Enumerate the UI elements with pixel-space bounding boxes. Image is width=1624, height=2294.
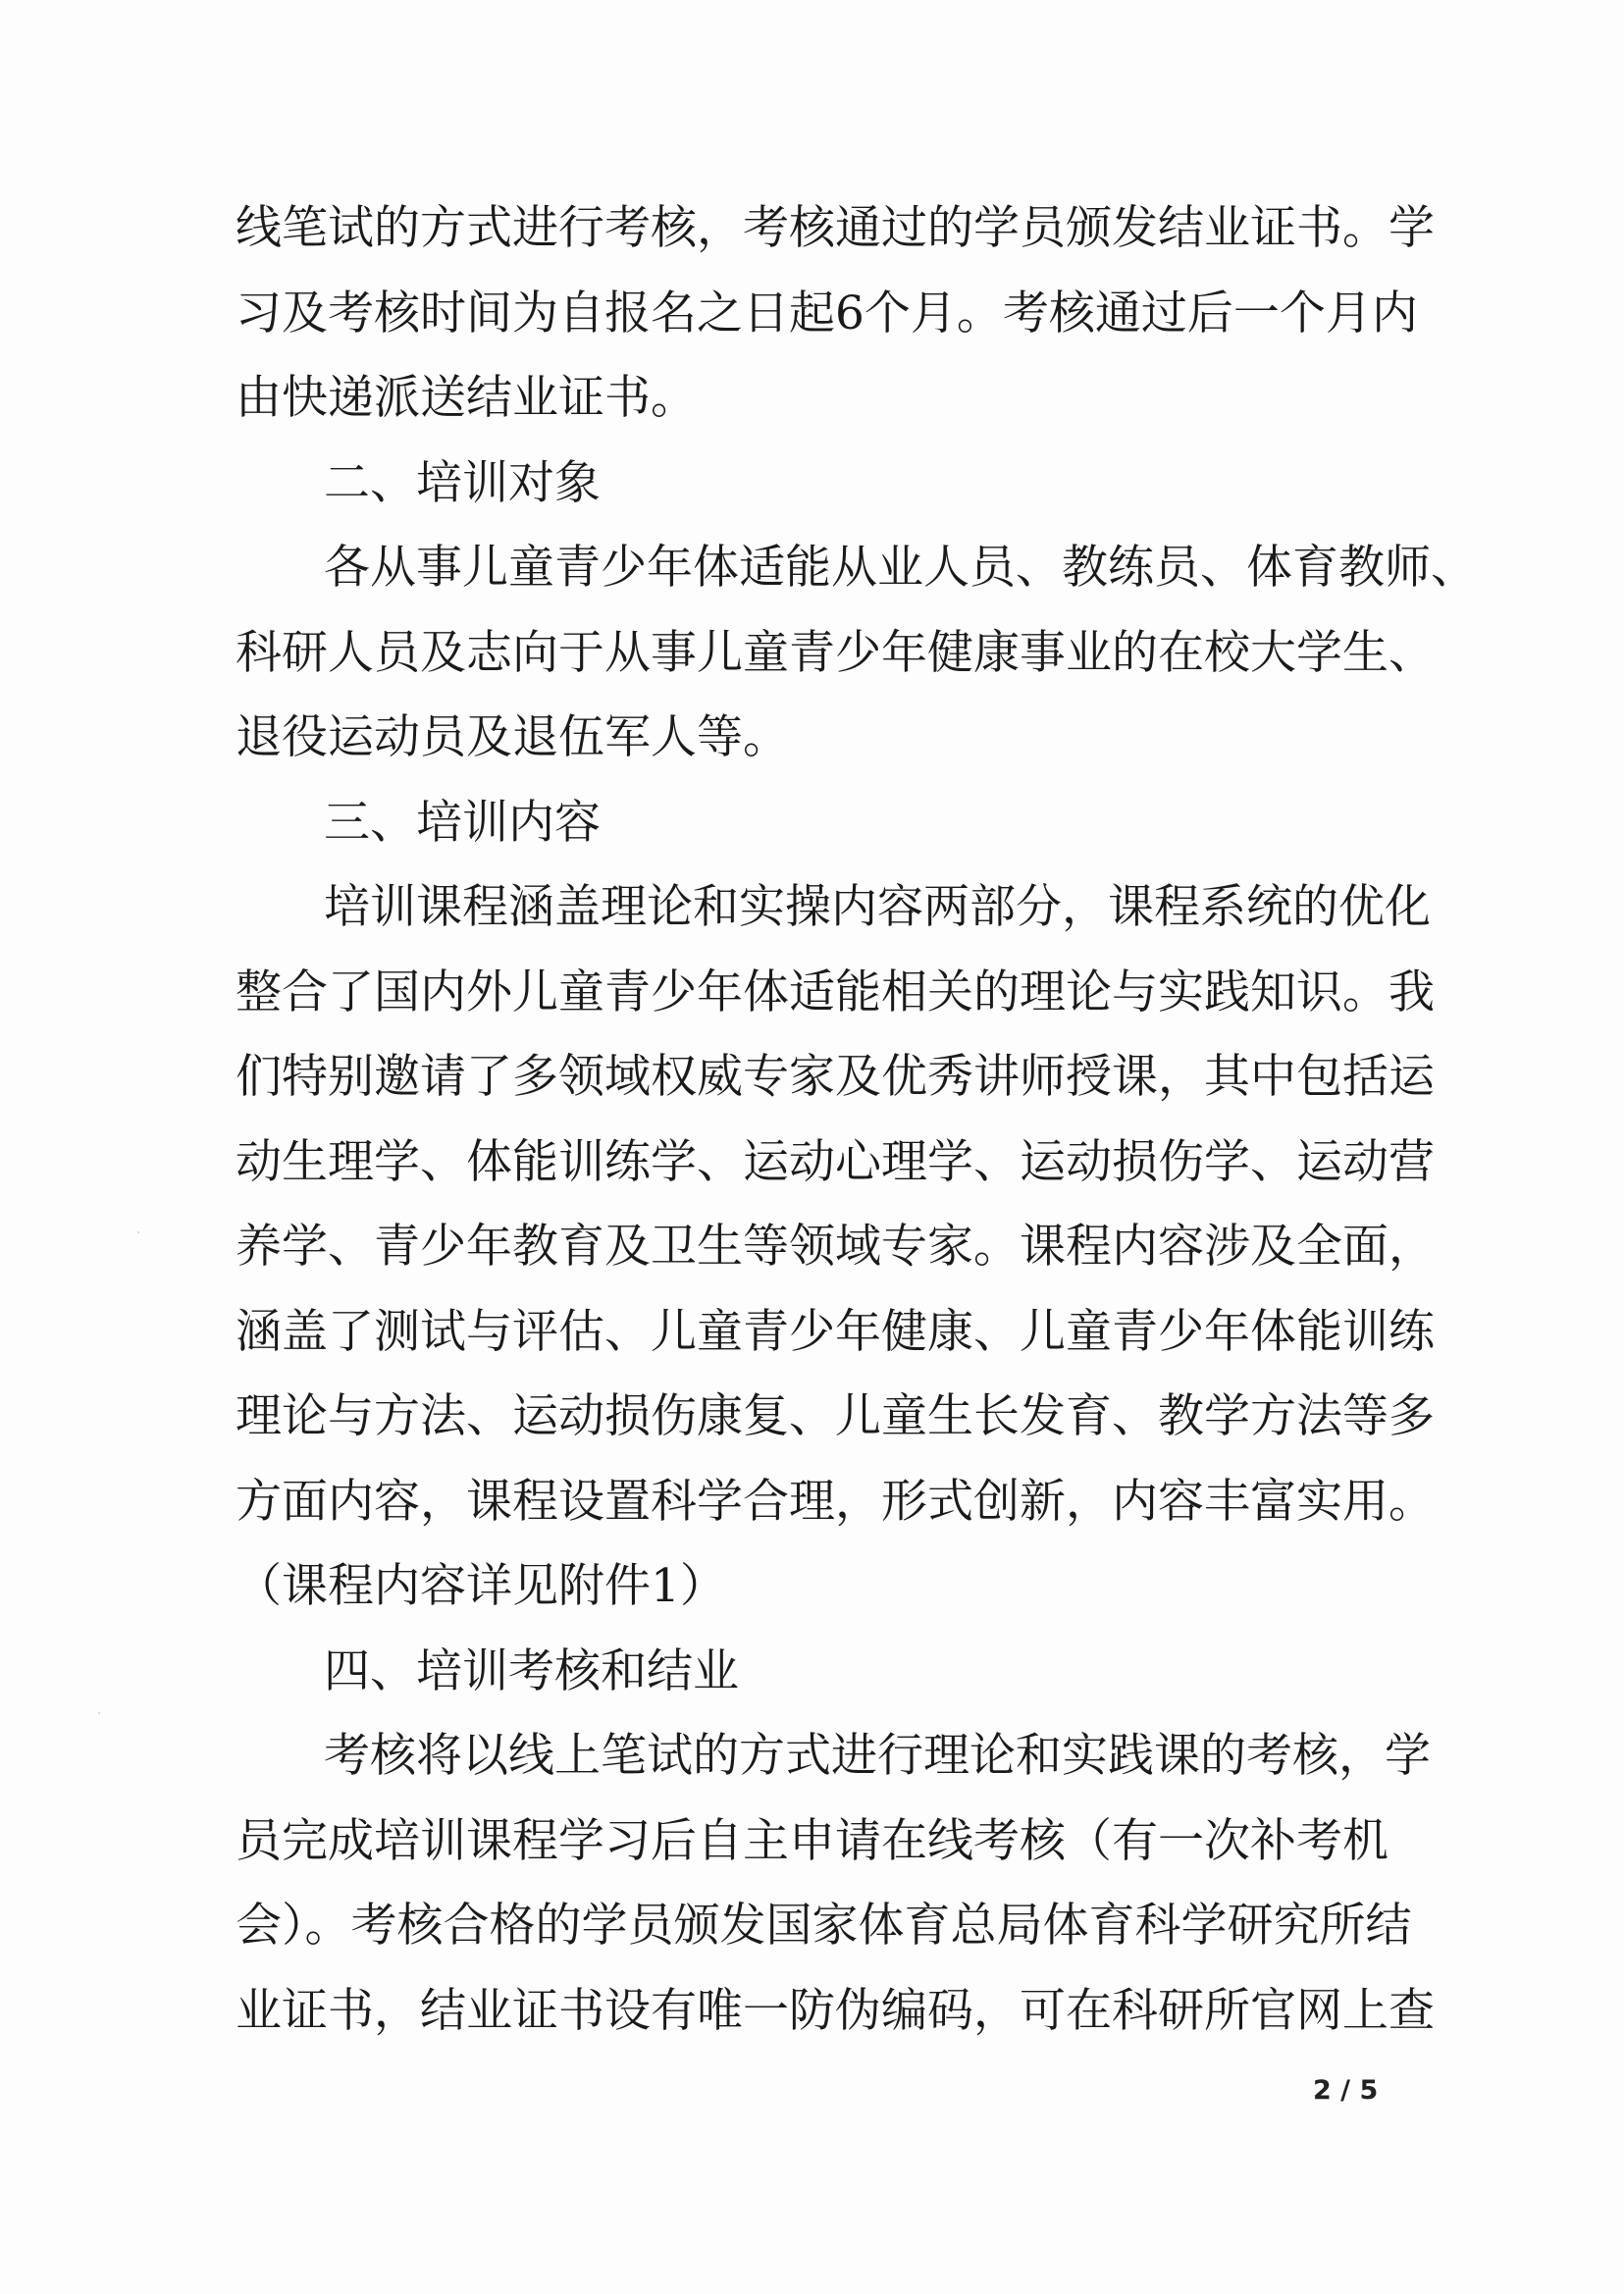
text-line: 动生理学、体能训练学、运动心理学、运动损伤学、运动营 bbox=[236, 1134, 1435, 1189]
text-line: 退役运动员及退伍军人等。 bbox=[236, 710, 789, 764]
body-text bbox=[236, 186, 1477, 2054]
text-line: 各从事儿童青少年体适能从业人员、教练员、体育教师、 bbox=[324, 541, 1477, 595]
text-line: 涵盖了测试与评估、儿童青少年健康、儿童青少年体能训练 bbox=[236, 1304, 1435, 1359]
text-line: 们特别邀请了多领域权威专家及优秀讲师授课，其中包括运 bbox=[236, 1050, 1435, 1104]
text-line: 习及考核时间为自报名之日起6个月。考核通过后一个月内 bbox=[236, 286, 1418, 340]
text-line: 业证书，结业证书设有唯一防伪编码，可在科研所官网上查 bbox=[236, 1983, 1435, 2038]
text-line: 由快递派送结业证书。 bbox=[236, 371, 697, 425]
text-line: 员完成培训课程学习后自主申请在线考核（有一次补考机 bbox=[236, 1813, 1388, 1868]
text-line: 整合了国内外儿童青少年体适能相关的理论与实践知识。我 bbox=[236, 965, 1435, 1019]
page-number: 2 / 5 bbox=[1313, 2075, 1379, 2106]
section-heading: 二、培训对象 bbox=[324, 455, 601, 510]
scan-speck bbox=[137, 1231, 139, 1233]
text-line: （课程内容详见附件1） bbox=[236, 1559, 726, 1613]
text-line: 理论与方法、运动损伤康复、儿童生长发育、教学方法等多 bbox=[236, 1389, 1435, 1443]
text-line: 会）。考核合格的学员颁发国家体育总局体育科学研究所结 bbox=[236, 1899, 1412, 1953]
text-line: 科研人员及志向于从事儿童青少年健康事业的在校大学生、 bbox=[236, 625, 1435, 680]
text-line: 考核将以线上笔试的方式进行理论和实践课的考核，学 bbox=[324, 1729, 1431, 1783]
text-line: 方面内容，课程设置科学合理，形式创新，内容丰富实用。 bbox=[236, 1474, 1435, 1529]
text-line: 线笔试的方式进行考核，考核通过的学员颁发结业证书。学 bbox=[236, 201, 1435, 255]
text-line: 养学、青少年教育及卫生等领域专家。课程内容涉及全面， bbox=[236, 1220, 1435, 1274]
section-heading: 四、培训考核和结业 bbox=[324, 1643, 739, 1698]
section-heading: 三、培训内容 bbox=[324, 795, 601, 850]
scan-speck bbox=[98, 1712, 100, 1714]
text-line: 培训课程涵盖理论和实操内容两部分，课程系统的优化 bbox=[324, 880, 1431, 934]
